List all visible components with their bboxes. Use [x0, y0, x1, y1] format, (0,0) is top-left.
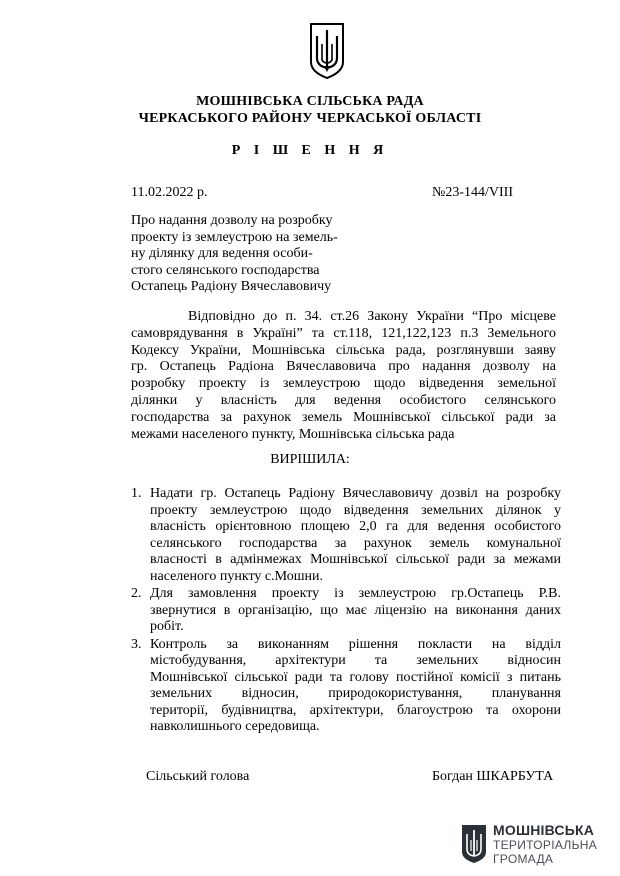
document-title: Р І Ш Е Н Н Я [231, 143, 389, 158]
decision-items [131, 486, 561, 737]
subject-line: Остапець Радіону Вячеславовичу [131, 279, 332, 294]
resolved-heading: ВИРІШИЛА: [270, 452, 350, 467]
logo-subtitle: ТЕРИТОРІАЛЬНА [493, 838, 598, 852]
subject-line: ну ділянку для ведення особи- [131, 246, 313, 261]
item-line: Мошнівської сільської ради та голову постійної комісії з питань [150, 669, 561, 685]
preamble-line: Відповідно до п. 34. ст.26 Закону України “Про місцеве [188, 309, 556, 324]
logo-title: МОШНІВСЬКА [493, 822, 595, 838]
item-line: робіт. [150, 619, 184, 634]
preamble-line: розробку проекту із землеустрою щодо відведення земельної [131, 376, 556, 392]
trident-logo-icon [461, 824, 487, 864]
item-line: навколишнього середовища. [150, 719, 320, 734]
preamble-line: ділянки у власність для ведення особистого селянського [131, 392, 556, 408]
signatory-name: Богдан ШКАРБУТА [432, 769, 554, 784]
item-line: Контроль за виконанням рішення покласти на відділ [150, 636, 561, 652]
region-name: ЧЕРКАСЬКОГО РАЙОНУ ЧЕРКАСЬКОЇ ОБЛАСТІ [138, 111, 482, 126]
preamble-line: межами населеного пункту, Мошнівська сільська рада [131, 426, 455, 442]
decision-number: №23-144/VIII [432, 185, 514, 200]
logo-subtitle: ГРОМАДА [493, 852, 554, 866]
list-item [131, 637, 561, 736]
item-line: території, будівництва, архітектури, благоустрою та охорони [150, 702, 561, 718]
preamble-line: гр. Остапець Радіона Вячеславовича про надання дозволу на [131, 359, 556, 375]
item-line: звернутися в організацію, що має ліцензію на виконання даних [150, 602, 561, 618]
item-number: 2. [131, 586, 142, 601]
item-number: 1. [131, 486, 142, 501]
signatory-position: Сільський голова [146, 769, 250, 784]
item-line: власності в адмінмежах Мошнівської сільської ради за межами [150, 552, 561, 567]
council-name: МОШНІВСЬКА СІЛЬСЬКА РАДА [196, 94, 424, 109]
item-line: Надати гр. Остапець Радіону Вячеславовичу дозвіл на розробку [150, 486, 561, 501]
preamble-line: господарства за рахунок земель Мошнівської сільської ради за [131, 409, 556, 425]
preamble-line: Кодексу України, Мошнівська сільська рада, розглянувши заяву [131, 342, 556, 358]
item-line: власність орієнтовною площею 2,0 га для ведення особистого [150, 519, 561, 534]
list-item [131, 486, 561, 585]
preamble-paragraph [131, 309, 556, 443]
subject-line: Про надання дозволу на розробку [131, 213, 333, 228]
item-line: проекту землеустрою щодо відведення земельних ділянок у [150, 502, 561, 518]
item-line: містобудування, архітектури та земельних відносин [150, 653, 561, 668]
subject-line: стого селянського господарства [131, 262, 320, 278]
decision-date: 11.02.2022 р. [131, 185, 208, 200]
preamble-line: самоврядування в Україні” та ст.118, 121,122,123 п.3 Земельного [131, 325, 556, 341]
community-logo [461, 822, 601, 868]
item-line: земельних відносин, природокористування, планування [150, 686, 561, 701]
item-line: населеного пункту с.Мошни. [150, 568, 324, 584]
subject-line: проекту із землеустрою на земель- [131, 229, 338, 245]
coat-of-arms-icon [309, 22, 345, 80]
decision-subject [131, 213, 361, 296]
item-line: Для замовлення проекту із землеустрою гр.Остапець Р.В. [150, 586, 561, 601]
item-number: 3. [131, 636, 142, 652]
list-item [131, 586, 561, 636]
item-line: селянського господарства за рахунок земель комунальної [150, 535, 561, 551]
